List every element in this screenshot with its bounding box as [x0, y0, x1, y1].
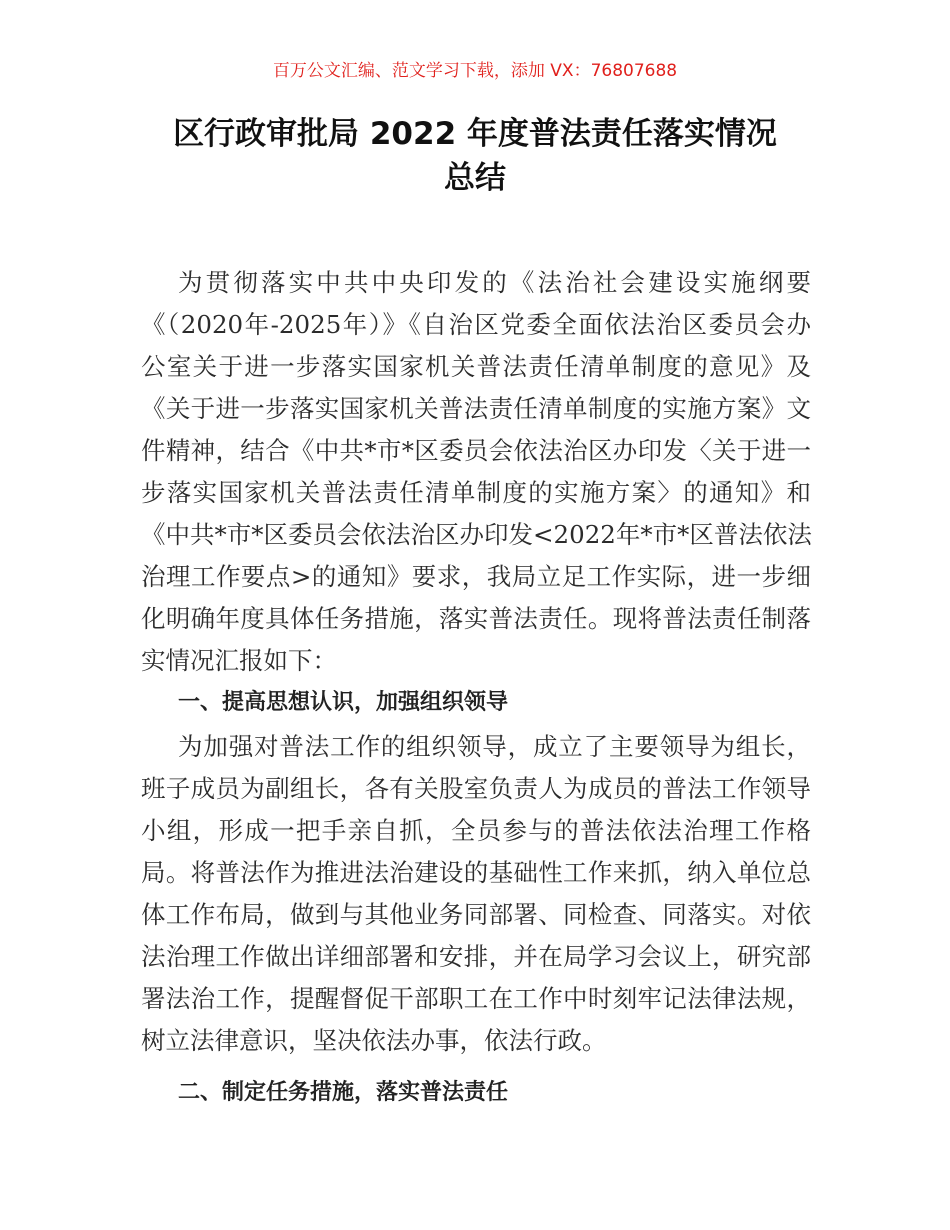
text-line: 件精神，结合《中共*市*区委员会依法治区办印发〈关于进一 [141, 436, 811, 465]
text-line: 法治理工作做出详细部署和安排，并在局学习会议上，研究部 [141, 942, 811, 971]
text-line: 为加强对普法工作的组织领导，成立了主要领导为组长， [178, 732, 811, 761]
text-line: 《关于进一步落实国家机关普法责任清单制度的实施方案》文 [141, 394, 811, 423]
text-line: 班子成员为副组长，各有关股室负责人为成员的普法工作领导 [141, 774, 811, 803]
text-line: 化明确年度具体任务措施，落实普法责任。现将普法责任制落 [141, 604, 811, 633]
text-line: 体工作布局，做到与其他业务同部署、同检查、同落实。对依 [141, 900, 811, 929]
title-line-2: 总结 [444, 160, 506, 196]
text-line: 实情况汇报如下： [141, 646, 337, 675]
document-title [100, 112, 850, 200]
section-2-heading: 二、制定任务措施，落实普法责任 [178, 1080, 509, 1105]
text-line: 为贯彻落实中共中央印发的《法治社会建设实施纲要 [178, 268, 811, 297]
title-line-1: 区行政审批局 2022 年度普法责任落实情况 [173, 116, 777, 152]
text-line: 树立法律意识，坚决依法办事，依法行政。 [141, 1026, 607, 1055]
download-banner: 百万公文汇编、范文学习下载，添加 VX：76807688 [272, 61, 678, 81]
text-line: 署法治工作，提醒督促干部职工在工作中时刻牢记法律法规， [141, 984, 811, 1013]
text-line: 治理工作要点>的通知》要求，我局立足工作实际，进一步细 [141, 562, 811, 591]
text-line: 小组，形成一把手亲自抓，全员参与的普法依法治理工作格 [141, 816, 811, 845]
text-line: 步落实国家机关普法责任清单制度的实施方案〉的通知》和 [141, 478, 811, 507]
text-line: 《（2020年-2025年）》《自治区党委全面依法治区委员会办 [141, 310, 811, 339]
section-1-heading: 一、提高思想认识，加强组织领导 [178, 690, 509, 715]
text-line: 《中共*市*区委员会依法治区办印发<2022年*市*区普法依法 [141, 520, 812, 549]
text-line: 局。将普法作为推进法治建设的基础性工作来抓，纳入单位总 [141, 858, 811, 887]
text-line: 公室关于进一步落实国家机关普法责任清单制度的意见》及 [141, 352, 811, 381]
